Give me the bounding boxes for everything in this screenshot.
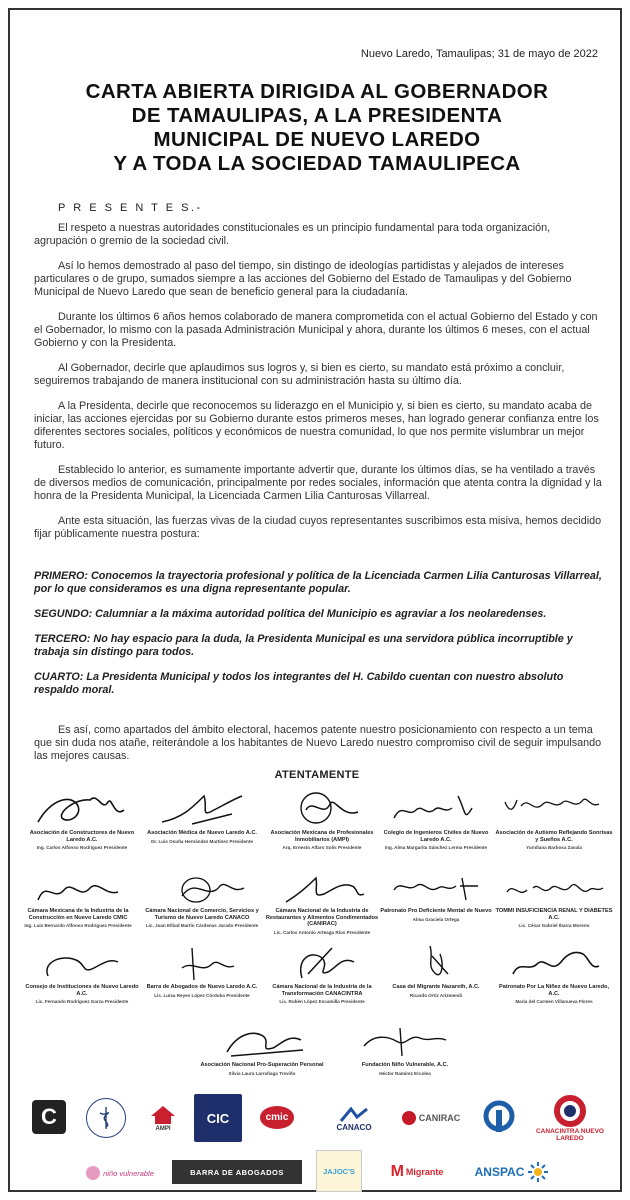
paragraph: Durante los últimos 6 años hemos colaborado de manera comprometida con el actual Gobierno del Estado y con el Gobernador, lo mismo con la pasada Administración Municipal y ahora, durante los últimos 6 meses, con el actual Gobierno y con la Presidenta. <box>34 311 598 349</box>
signature-icon <box>272 872 372 908</box>
signature-block <box>142 872 262 929</box>
logo-ci-icon <box>480 1098 518 1138</box>
signature-icon <box>499 872 609 908</box>
point-lead: SEGUNDO: <box>34 608 93 620</box>
signature-icon <box>207 1022 317 1062</box>
logo-cic-icon: CIC <box>194 1094 242 1142</box>
logo-jajocs-icon: JAJOC'S <box>316 1150 362 1192</box>
logo-barra-abogados-icon: BARRA DE ABOGADOS <box>172 1160 302 1184</box>
signature-org: Patronato Por La Niñez de Nuevo Laredo, A.C. <box>498 984 610 997</box>
signature-org: Consejo de Instituciones de Nuevo Laredo A.C. <box>25 984 139 997</box>
signature-block <box>376 944 496 998</box>
signature-block <box>18 872 138 929</box>
paragraph: Ante esta situación, las fuerzas vivas de la ciudad cuyos representantes suscribimos esta misiva, hemos decidido fijar públicamente nuestra postura: <box>34 515 602 540</box>
logo-canirac-icon: CANIRAC <box>396 1104 466 1132</box>
signature-org: Patronato Pro Deficiente Mental de Nuevo <box>380 908 492 914</box>
paragraph: Al Gobernador, decirle que aplaudimos sus logros y, si bien es cierto, su mandato está próximo a concluir, seguiremos trabajando de manera institucional con su administración hasta su último día. <box>34 362 565 387</box>
point-text: Conocemos la trayectoria profesional y política de la Licenciada Carmen Lilia Canturosas Villarreal, por lo que consideramos es una digna representante popular. <box>34 570 602 595</box>
letter-title <box>30 80 604 176</box>
signature-person: Ing. Alma Margarita Sánchez Lerma Presidente <box>384 845 488 850</box>
signature-icon <box>32 944 132 984</box>
medical-seal-icon <box>86 1098 126 1138</box>
signature-person: Yuridiana Barbosa Zavala <box>526 845 582 850</box>
signature-block <box>22 788 142 851</box>
signature-block <box>494 788 614 851</box>
signature-org: Cámara Mexicana de la Industria de la Construcción en Nuevo Laredo CMIC <box>27 908 129 921</box>
signature-icon <box>499 788 609 830</box>
signature-person: María del Carmen Villanueva Flores <box>515 999 593 1004</box>
signature-person: Lic. Rubén López Escamilla Presidente <box>279 999 365 1004</box>
signature-person: Dr. Luis Osuña Hernández Martínez Presidente <box>151 838 253 844</box>
signature-block <box>376 788 496 851</box>
salutation: P R E S E N T E S.- <box>58 202 203 214</box>
title-line: Y A TODA LA SOCIEDAD TAMAULIPECA <box>113 152 521 175</box>
signature-icon <box>386 944 486 984</box>
signature-icon <box>272 788 372 830</box>
paragraph: El respeto a nuestras autoridades constitucionales es un principio fundamental para toda organización, agrupación o gremio de la sociedad civil. <box>34 222 551 247</box>
signature-icon <box>28 872 128 908</box>
date-line: Nuevo Laredo, Tamaulipas; 31 de mayo de 2022 <box>360 48 598 60</box>
letter-body <box>34 222 604 553</box>
point-primero <box>34 570 608 596</box>
signature-org: Asociación de Autismo Reflejando Sonrisas y Sueños A.C. <box>495 830 613 843</box>
point-lead: TERCERO: <box>34 633 91 645</box>
point-lead: PRIMERO: <box>34 570 88 582</box>
point-cuarto <box>34 671 608 697</box>
signature-person: Arq. Ernesto Alfaro Solis Presidente <box>282 845 362 850</box>
signature-block <box>192 1022 332 1076</box>
signature-person: Alma Graciela Ortega <box>412 916 460 922</box>
signature-icon <box>272 944 372 984</box>
signature-org: Cámara Nacional de la Industria de Restaurantes y Alimentos Condimentados (CANIRAC) <box>265 908 379 927</box>
signature-person: Ing. Luis Bernardo Alfonso Rodríguez Presidente <box>24 923 132 928</box>
logo-cmic-icon: cmic <box>254 1100 300 1134</box>
signature-block <box>376 872 496 922</box>
logo-anspac-icon: ANSPAC <box>464 1158 560 1186</box>
logo-casa-migrante-icon: M Migrante <box>390 1163 444 1180</box>
signature-org: Casa del Migrante Nazareth, A.C. <box>392 984 480 990</box>
signature-icon <box>152 872 252 908</box>
signature-icon <box>386 788 486 830</box>
logo-canacintra-icon: CANACINTRA NUEVO LAREDO <box>530 1090 610 1146</box>
signature-block <box>262 872 382 935</box>
signature-icon <box>152 788 252 830</box>
title-line: CARTA ABIERTA DIRIGIDA AL GOBERNADOR <box>85 80 549 103</box>
signature-org: Colegio de Ingenieros Civiles de Nuevo Laredo A.C. <box>383 830 489 843</box>
paragraph: Así lo hemos demostrado al paso del tiempo, sin distingo de ideologías partidistas y alejados de intereses particulares o de grupo, sumados siempre a las acciones del Gobierno del Estado de Tamaulipas y del Gobierno Municipal de Nuevo Laredo que sean de beneficio general para la ciudadanía. <box>34 260 572 298</box>
signature-person: Héctor Ramírez Ercolea <box>379 1070 431 1076</box>
signature-icon <box>32 788 132 830</box>
signature-icon <box>152 944 252 984</box>
signature-block <box>340 1022 470 1076</box>
signature-block <box>494 944 614 1005</box>
signature-person: Silvia Laura Larrañaga Treviño <box>228 1070 296 1076</box>
point-lead: CUARTO: <box>34 671 84 683</box>
signature-org: TOMMI INSUFICIENCIA RENAL Y DIABETES A.C. <box>495 908 613 921</box>
signature-icon <box>386 872 486 908</box>
logo-nino-vulnerable-icon: niño vulnerable <box>80 1160 160 1186</box>
signature-block <box>494 872 614 929</box>
signature-org: Asociación Mexicana de Profesionales Inmobiliarios (AMPI) <box>270 830 374 843</box>
signature-org: Asociación de Constructores de Nuevo Laredo A.C. <box>29 830 135 843</box>
signoff: ATENTAMENTE <box>274 769 360 781</box>
logo-canaco-icon: CANACO <box>326 1100 382 1138</box>
point-text: No hay espacio para la duda, la Presidenta Municipal es una servidora pública incorruptible y trabaja sin distingo para todos. <box>34 633 573 658</box>
signature-person: Ricardo Ortiz Arizmendi <box>409 992 463 998</box>
title-line: MUNICIPAL DE NUEVO LAREDO <box>153 128 481 151</box>
signature-org: Cámara Nacional de Comercio, Servicios y Turismo de Nuevo Laredo CANACO <box>145 908 259 921</box>
signature-org: Cámara Nacional de la Industria de la Transformación CANACINTRA <box>272 984 372 997</box>
point-text: Calumniar a la máxima autoridad política del Municipio es agraviar a los neolaredenses. <box>92 608 547 620</box>
letter-page <box>8 8 622 1192</box>
signature-org: Asociación Médica de Nuevo Laredo A.C. <box>147 830 257 836</box>
logo-c-icon: C <box>32 1100 66 1134</box>
point-text: La Presidenta Municipal y todos los integrantes del H. Cabildo cuentan con nuestro absoluto respaldo moral. <box>34 671 564 696</box>
paragraph: A la Presidenta, decirle que reconocemos su liderazgo en el Municipio y, si bien es cierto, su mandato acaba de iniciar, las acciones ejercidas por su Gobierno durante estos primeros meses, han logrado generar confianza entre los diferentes sectores sociales, políticos y económicos de nuestra comunidad, lo que nos permite vislumbrar un mejor futuro. <box>34 400 599 451</box>
signature-block <box>142 788 262 844</box>
signature-block <box>262 944 382 1005</box>
paragraph: Es así, como apartados del ámbito electoral, hacemos patente nuestro posicionamiento con respecto a un tema que sin duda nos atañe, reiterándole a los habitantes de Nuevo Laredo nuestro compromiso civil de seguir impulsando las mejores causas. <box>34 724 602 762</box>
signature-org: Barra de Abogados de Nuevo Laredo A.C. <box>146 984 258 990</box>
title-line: DE TAMAULIPAS, A LA PRESIDENTA <box>131 104 503 127</box>
signature-icon <box>350 1022 460 1062</box>
signature-org: Asociación Nacional Pro-Superación Personal <box>200 1062 324 1068</box>
point-tercero <box>34 633 608 659</box>
position-points <box>34 570 608 709</box>
signature-person: Lic. Luisa Reyes López Córdoba Presidente <box>154 992 250 998</box>
closing-paragraph <box>34 724 604 763</box>
signature-block <box>262 788 382 851</box>
signature-person: Lic. Carlos Antonio Arteaga Ríos Presidente <box>273 929 371 935</box>
signature-icon <box>499 944 609 984</box>
signature-person: Lic. Juan Elliud Martín Cárdenas Jurado Presidente <box>145 923 259 928</box>
signature-block <box>142 944 262 998</box>
logo-ampi-icon: AMPI <box>140 1096 186 1140</box>
point-segundo <box>34 608 608 621</box>
signature-block <box>22 944 142 1005</box>
signature-person: Lic. Fernando Rodríguez Garza Presidente <box>35 999 129 1004</box>
signature-person: Ing. Carlos Alfonso Rodríguez Presidente <box>36 845 128 850</box>
signature-person: Lic. César Gabriel Ibarra Moreno <box>518 923 590 928</box>
signature-org: Fundación Niño Vulnerable, A.C. <box>361 1062 449 1068</box>
paragraph: Establecido lo anterior, es sumamente importante advertir que, durante los últimos días, se ha ventilado a través de diversos medios de comunicación, principalmente por redes sociales, información que atenta contra la dignidad y la honra de la Presidenta Municipal, la Licenciada Carmen Lilia Canturosas Villarreal. <box>34 464 602 502</box>
